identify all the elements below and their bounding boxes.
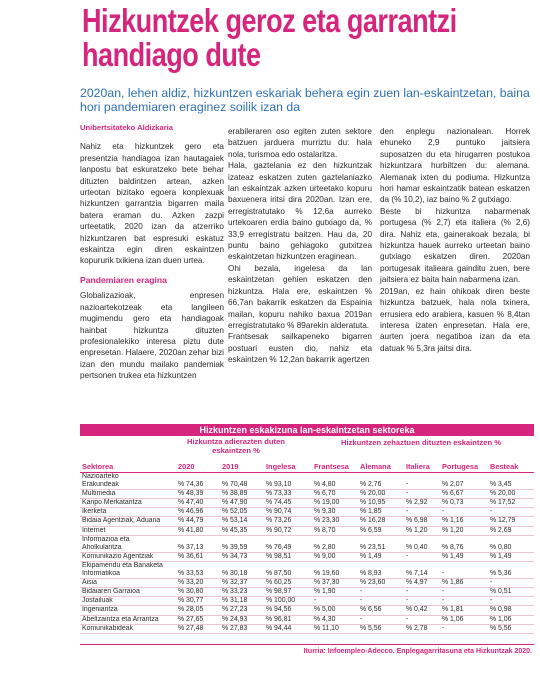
- empty-cell: [440, 473, 488, 482]
- empty-cell: [220, 535, 264, 544]
- paragraph-9: 2019an, ez hain ohikoak diren beste hizkuntza batzuek, hala nola txinera, errusiera edo arabiera, kasuen % 8,4tan interesa izaten enpresetan. Hala ere, aurten joera negatiboa izan da eta datuak % 5,3ra jaitsi dira.: [380, 286, 530, 353]
- empty-cell: [176, 535, 220, 544]
- column-header: Frantsesa: [312, 460, 358, 473]
- value-cell: % 24,93: [220, 615, 264, 624]
- value-cell: % 10,95: [358, 499, 404, 508]
- empty-cell: [488, 473, 534, 482]
- value-cell: % 23,30: [312, 517, 358, 526]
- value-cell: % 48,39: [176, 490, 220, 499]
- value-cell: -: [404, 615, 440, 624]
- value-cell: % 73,26: [264, 517, 312, 526]
- value-cell: % 38,89: [220, 490, 264, 499]
- column-header: 2020: [176, 460, 220, 473]
- value-cell: % 2,78: [404, 624, 440, 633]
- empty-cell: [488, 561, 534, 570]
- table-row: [80, 481, 534, 490]
- value-cell: % 94,56: [264, 606, 312, 615]
- table-row: [80, 552, 534, 561]
- column-header: Sektorea: [80, 460, 176, 473]
- value-cell: % 53,14: [220, 517, 264, 526]
- value-cell: % 45,35: [220, 526, 264, 535]
- title-line-2: handiago dute: [82, 36, 261, 73]
- value-cell: % 100,00: [264, 597, 312, 606]
- byline: Unibertsitateko Aldizkaria: [80, 123, 173, 132]
- column-header: Portugesa: [440, 460, 488, 473]
- table-source: Iturria: Infoempleo-Adecco. Enplegagarritasuna eta Hizkuntzak 2020.: [303, 648, 532, 655]
- table-row: [80, 597, 534, 606]
- value-cell: % 6,98: [404, 517, 440, 526]
- value-cell: % 76,49: [264, 544, 312, 553]
- empty-cell: [358, 561, 404, 570]
- value-cell: % 93,10: [264, 481, 312, 490]
- text-column-3: [380, 126, 530, 354]
- sector-cell: Nazioarteko: [82, 473, 119, 480]
- value-cell: % 3,45: [488, 481, 534, 490]
- empty-cell: [220, 561, 264, 570]
- value-cell: % 9,00: [312, 552, 358, 561]
- table-row: [80, 508, 534, 517]
- empty-cell: [404, 473, 440, 482]
- value-cell: % 8,70: [312, 526, 358, 535]
- column-header: 2019: [220, 460, 264, 473]
- value-cell: -: [312, 597, 358, 606]
- source-divider: [80, 644, 534, 645]
- value-cell: % 4,30: [312, 615, 358, 624]
- value-cell: % 98,51: [264, 552, 312, 561]
- subtitle: 2020an, lehen aldiz, hizkuntzen eskariak behera egin zuen lan-eskaintzetan, baina hori pandemiaren eraginez soilik izan da: [80, 86, 530, 114]
- value-cell: % 28,05: [176, 606, 220, 615]
- value-cell: % 0,42: [404, 606, 440, 615]
- value-cell: % 87,50: [264, 570, 312, 579]
- value-cell: % 36,61: [176, 552, 220, 561]
- paragraph-6: Frantsesak sailkapeneko bigarren postuari eusten dio, nahiz eta eskaintzen % 12,2an bakarrik agertzen: [228, 332, 372, 365]
- value-cell: % 0,80: [488, 544, 534, 553]
- table-body: [80, 473, 534, 634]
- sector-cell: Abeltzaintza eta Arrantza: [80, 615, 176, 624]
- value-cell: % 0,73: [440, 499, 488, 508]
- table-row-label: [80, 535, 534, 544]
- value-cell: % 1,49: [488, 552, 534, 561]
- value-cell: % 90,74: [264, 508, 312, 517]
- value-cell: % 1,49: [440, 552, 488, 561]
- text-column-2: [228, 126, 372, 366]
- value-cell: % 2,92: [404, 499, 440, 508]
- value-cell: % 27,65: [176, 615, 220, 624]
- value-cell: -: [440, 597, 488, 606]
- empty-cell: [312, 535, 358, 544]
- table-row: [80, 615, 534, 624]
- value-cell: % 1,16: [440, 517, 488, 526]
- value-cell: % 27,83: [220, 624, 264, 633]
- column-header: Italiera: [404, 460, 440, 473]
- value-cell: -: [488, 579, 534, 588]
- value-cell: -: [440, 588, 488, 597]
- value-cell: % 74,45: [264, 499, 312, 508]
- paragraph-3: erabileraren oso egiten zuten sektore batzuen jarduera murriztu du: hala nola, turismoa edo ostalaritza.: [228, 127, 372, 159]
- value-cell: % 30,18: [220, 570, 264, 579]
- sector-cell: Bidaia Agentziak, Aduana: [80, 517, 176, 526]
- value-cell: % 33,20: [176, 579, 220, 588]
- value-cell: % 6,59: [358, 526, 404, 535]
- value-cell: % 6,70: [312, 490, 358, 499]
- value-cell: % 32,37: [220, 579, 264, 588]
- table-row: [80, 579, 534, 588]
- sector-cell: Internet: [80, 526, 176, 535]
- value-cell: % 23,51: [358, 544, 404, 553]
- empty-cell: [358, 473, 404, 482]
- value-cell: -: [404, 508, 440, 517]
- value-cell: % 20,00: [488, 490, 534, 499]
- table-row: [80, 499, 534, 508]
- sector-cell: Informazioa eta: [82, 535, 130, 543]
- value-cell: % 2,76: [358, 481, 404, 490]
- column-header: Alemana: [358, 460, 404, 473]
- value-cell: % 74,36: [176, 481, 220, 490]
- empty-cell: [264, 535, 312, 544]
- value-cell: % 94,44: [264, 624, 312, 633]
- sector-table: [80, 424, 534, 634]
- empty-cell: [358, 535, 404, 544]
- empty-cell: [440, 561, 488, 570]
- value-cell: % 6,56: [358, 606, 404, 615]
- group-header-right: Hizkuntzen zehaztuen dituzten eskaintzen %: [341, 438, 501, 447]
- table-group-header: [80, 436, 534, 460]
- value-cell: % 4,80: [312, 481, 358, 490]
- table-row: [80, 526, 534, 535]
- empty-cell: [440, 535, 488, 544]
- table-row: [80, 570, 534, 579]
- value-cell: % 1,20: [404, 526, 440, 535]
- value-cell: -: [440, 570, 488, 579]
- paragraph-5: Ohi bezala, ingelesa da lan eskaintzetan gehien eskatzen den hizkuntza. Hala ere, eskaintzen % 66,7an bakarrik eskatzen da Espainia mailan, kopuru nahiko baxua 2019an erregistratutako % 89arekin alderatuta.: [228, 263, 372, 330]
- value-cell: -: [404, 552, 440, 561]
- table-row: [80, 490, 534, 499]
- table-row: [80, 624, 534, 633]
- empty-cell: [312, 561, 358, 570]
- table-title: Hizkuntzen eskakizuna lan-eskaintzetan sektoreka: [80, 424, 534, 436]
- sector-cell: Kanpo Merkataritza: [80, 499, 176, 508]
- group-header-left: Hizkuntza adierazten duten eskaintzen %: [187, 437, 285, 455]
- value-cell: % 1,06: [488, 615, 534, 624]
- value-cell: -: [440, 508, 488, 517]
- value-cell: % 2,69: [488, 526, 534, 535]
- value-cell: % 46,96: [176, 508, 220, 517]
- column-header: Ingelesa: [264, 460, 312, 473]
- value-cell: % 37,30: [312, 579, 358, 588]
- value-cell: -: [488, 597, 534, 606]
- table-row: [80, 517, 534, 526]
- value-cell: % 30,80: [176, 588, 220, 597]
- value-cell: % 5,00: [312, 606, 358, 615]
- value-cell: % 27,48: [176, 624, 220, 633]
- value-cell: % 1,49: [358, 552, 404, 561]
- table-header-row: [80, 460, 534, 473]
- value-cell: % 31,18: [220, 597, 264, 606]
- value-cell: % 2,07: [440, 481, 488, 490]
- title-line-1: Hizkuntzek geroz eta garrantzi: [82, 2, 457, 39]
- value-cell: % 34,73: [220, 552, 264, 561]
- value-cell: -: [404, 597, 440, 606]
- value-cell: % 8,93: [358, 570, 404, 579]
- data-table: [80, 460, 534, 634]
- page-title: [82, 2, 457, 73]
- empty-cell: [176, 561, 220, 570]
- empty-cell: [404, 535, 440, 544]
- empty-cell: [488, 535, 534, 544]
- section-subhead: Pandemiaren eragina: [80, 274, 167, 285]
- value-cell: % 5,36: [488, 570, 534, 579]
- empty-cell: [220, 473, 264, 482]
- sector-cell: Aholkularitza: [80, 544, 176, 553]
- value-cell: % 47,90: [220, 499, 264, 508]
- empty-cell: [176, 473, 220, 482]
- value-cell: % 8,76: [440, 544, 488, 553]
- value-cell: % 16,28: [358, 517, 404, 526]
- sector-cell: Komunikazio Agentziak: [80, 552, 176, 561]
- paragraph-4: Hala, gaztelania ez den hizkuntzak izateaz eskatzen zuten gaztelaniazko lan eskaintzak azken urteetako kopuru baxuenera iritsi dira 2020an. Izan ere, erregistratutako % 12,6a aurreko urtekoaren erdia baino gutxiago da, % 33,9 erregistratu baitzen. Hau da, 20 puntu baino gehiagoko gutxitzea eskaintzetan hizkuntzen eraginean.: [228, 161, 372, 262]
- sector-cell: Ikerketa: [80, 508, 176, 517]
- value-cell: % 20,00: [358, 490, 404, 499]
- value-cell: % 4,97: [404, 579, 440, 588]
- value-cell: -: [358, 588, 404, 597]
- column-header: Besteak: [488, 460, 534, 473]
- value-cell: % 52,05: [220, 508, 264, 517]
- value-cell: % 47,40: [176, 499, 220, 508]
- sector-cell: Erakundeak: [80, 481, 176, 490]
- value-cell: % 12,79: [488, 517, 534, 526]
- value-cell: % 5,56: [488, 624, 534, 633]
- value-cell: % 1,06: [440, 615, 488, 624]
- value-cell: % 2,80: [312, 544, 358, 553]
- value-cell: % 60,25: [264, 579, 312, 588]
- value-cell: % 1,81: [440, 606, 488, 615]
- value-cell: % 37,13: [176, 544, 220, 553]
- value-cell: -: [404, 490, 440, 499]
- sector-cell: Informatikoa: [80, 570, 176, 579]
- paragraph-1: Nahiz eta hizkuntzek gero eta presentzia handiagoa izan hautagaiek lanpostu bat eskuratzeko bete behar dituzten baldintzen artean, azken urteotan bizitako egoera konplexuak hizkuntzen garrantzia bigarren maila batera eraman du. Azken zazpi urteetatik, 2020 izan da atzerriko hizkuntzaren bat espresuki eskatuz eskaintza egin diren eskaintzen kopururik txikiena izan duen urtea.: [80, 142, 224, 266]
- value-cell: % 73,33: [264, 490, 312, 499]
- value-cell: % 70,48: [220, 481, 264, 490]
- value-cell: % 1,86: [440, 579, 488, 588]
- sector-cell: Komunikabideak: [80, 624, 176, 633]
- value-cell: % 96,81: [264, 615, 312, 624]
- empty-cell: [264, 473, 312, 482]
- value-cell: % 7,14: [404, 570, 440, 579]
- sector-cell: Aisia: [80, 579, 176, 588]
- value-cell: -: [488, 508, 534, 517]
- value-cell: % 39,59: [220, 544, 264, 553]
- sector-cell: Multimedia: [80, 490, 176, 499]
- value-cell: % 17,52: [488, 499, 534, 508]
- value-cell: % 44,79: [176, 517, 220, 526]
- value-cell: % 33,53: [176, 570, 220, 579]
- value-cell: % 41,80: [176, 526, 220, 535]
- value-cell: % 19,00: [312, 499, 358, 508]
- table-row-label: [80, 561, 534, 570]
- value-cell: % 33,23: [220, 588, 264, 597]
- value-cell: -: [358, 597, 404, 606]
- table-row: [80, 588, 534, 597]
- value-cell: % 11,10: [312, 624, 358, 633]
- empty-cell: [404, 561, 440, 570]
- table-row-label: [80, 473, 534, 482]
- empty-cell: [312, 473, 358, 482]
- sector-cell: Ekipamendu eta Banaketa: [82, 561, 163, 569]
- value-cell: % 19,60: [312, 570, 358, 579]
- sector-cell: Bidaiaren Garraioa: [80, 588, 176, 597]
- value-cell: -: [404, 588, 440, 597]
- value-cell: % 23,60: [358, 579, 404, 588]
- paragraph-7: den enplegu nazionalean. Horrek ehuneko 2,9 puntuko jaitsiera suposatzen du eta hirugarren postukoa hizkuntzara hurbiltzen du: alemana. Alemanak ixten du podiuma. Hizkuntza hori hamar eskaintzatik batean eskatzen da (% 10,2), iaz baino % 2 gutxiago.: [380, 127, 530, 205]
- table-row: [80, 544, 534, 553]
- table-row: [80, 606, 534, 615]
- paragraph-8: Beste bi hizkuntza nabarmenak portugesa (% 2,7) eta italiera (% 2,6) dira. Nahiz eta, gainerakoak bezala, bi hizkuntza hauek aurreko urteetan baino gutxiago eskatzen diren. 2020an portugesak italieara gainditu zuen, bere jaitsiera ez baita hain nabarmena izan.: [380, 206, 530, 285]
- value-cell: % 1,85: [358, 508, 404, 517]
- value-cell: % 0,98: [488, 606, 534, 615]
- value-cell: % 1,20: [440, 526, 488, 535]
- value-cell: -: [404, 481, 440, 490]
- value-cell: % 98,97: [264, 588, 312, 597]
- value-cell: % 1,90: [312, 588, 358, 597]
- sector-cell: Ingeniaritza: [80, 606, 176, 615]
- text-column-1: [80, 123, 224, 382]
- value-cell: -: [440, 624, 488, 633]
- paragraph-2: Globalizazioak, enpresen nazioartekotzeak eta langileen mugimendu gero eta handiagoak hainbat hizkuntza dituzten profesionalekiko interesa piztu dute enpresetan. Halaere, 2020an zehar bizi izan den mundu mailako pandemiak pertsonen trukea eta hizkuntzen: [80, 291, 224, 381]
- value-cell: % 9,30: [312, 508, 358, 517]
- sector-cell: Jostailuak: [80, 597, 176, 606]
- value-cell: % 90,72: [264, 526, 312, 535]
- value-cell: % 30,77: [176, 597, 220, 606]
- value-cell: % 0,40: [404, 544, 440, 553]
- value-cell: % 0,51: [488, 588, 534, 597]
- value-cell: % 6,67: [440, 490, 488, 499]
- value-cell: % 5,56: [358, 624, 404, 633]
- value-cell: % 27,23: [220, 606, 264, 615]
- value-cell: -: [358, 615, 404, 624]
- empty-cell: [264, 561, 312, 570]
